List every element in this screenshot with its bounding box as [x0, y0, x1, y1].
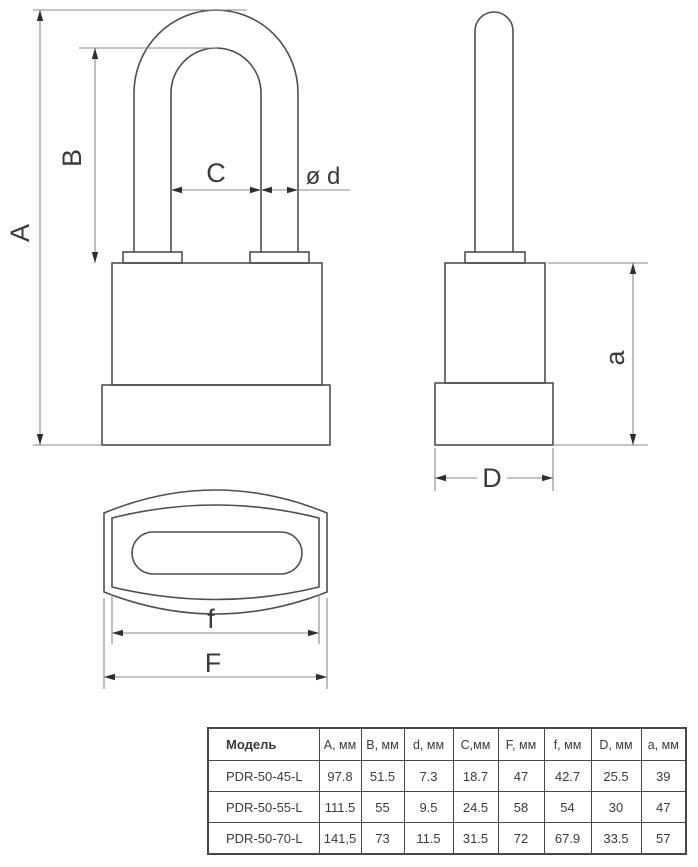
front-collar-left: [123, 252, 182, 263]
header-D: D, мм: [591, 728, 641, 761]
dim-d-arrow-right: [287, 187, 298, 193]
header-model: Модель: [208, 728, 319, 761]
dimensions-table: [207, 727, 687, 855]
header-C: C,мм: [453, 728, 498, 761]
dim-label-C: C: [206, 158, 226, 188]
bottom-view: [104, 490, 327, 689]
bottom-outline-outer: [104, 490, 327, 614]
front-collar-right: [250, 252, 309, 263]
dim-f-arrow-left: [112, 630, 123, 636]
value-f: 54: [544, 792, 591, 823]
dim-label-A: A: [5, 223, 35, 243]
value-B: 55: [361, 792, 404, 823]
header-B: B, мм: [361, 728, 404, 761]
front-base: [102, 385, 330, 445]
front-shackle-outer: [134, 10, 298, 252]
table-row: [208, 761, 686, 792]
side-shackle-rod: [475, 12, 513, 252]
value-d: 7.3: [404, 761, 453, 792]
dim-a-arrow-bottom: [630, 434, 636, 445]
value-A: 97.8: [319, 761, 361, 792]
dim-A-arrow-bottom: [37, 434, 43, 445]
dim-label-F: F: [204, 648, 222, 678]
dim-f-arrow-right: [308, 630, 319, 636]
dim-B-arrow-top: [92, 48, 98, 59]
header-f: f, мм: [544, 728, 591, 761]
value-A: 111.5: [319, 792, 361, 823]
dim-a-arrow-top: [630, 263, 636, 274]
value-A: 141,5: [319, 823, 361, 855]
bottom-keyway-slot: [132, 532, 302, 574]
value-f: 67.9: [544, 823, 591, 855]
value-B: 73: [361, 823, 404, 855]
dim-label-d: ø d: [305, 163, 341, 190]
value-a: 47: [641, 792, 686, 823]
dim-F-arrow-right: [316, 674, 327, 680]
dim-label-D: D: [482, 463, 502, 493]
front-shackle-inner: [171, 48, 261, 252]
header-F: F, мм: [498, 728, 544, 761]
model-name: PDR-50-70-L: [208, 823, 319, 855]
dim-label-f: f: [207, 604, 215, 634]
table-header-row: [208, 728, 686, 761]
side-base: [435, 383, 553, 445]
value-F: 47: [498, 761, 544, 792]
value-C: 18.7: [453, 761, 498, 792]
dim-D-arrow-right: [542, 475, 553, 481]
value-F: 72: [498, 823, 544, 855]
value-F: 58: [498, 792, 544, 823]
value-D: 30: [591, 792, 641, 823]
dim-d-arrow-left: [261, 187, 272, 193]
header-a: a, мм: [641, 728, 686, 761]
side-body: [445, 263, 545, 383]
table-row: [208, 823, 686, 855]
value-f: 42.7: [544, 761, 591, 792]
value-B: 51.5: [361, 761, 404, 792]
value-D: 33.5: [591, 823, 641, 855]
value-C: 24.5: [453, 792, 498, 823]
dim-B-arrow-bottom: [92, 252, 98, 263]
header-d: d, мм: [404, 728, 453, 761]
front-view: [5, 10, 350, 445]
dim-label-B: B: [57, 148, 87, 168]
value-d: 11.5: [404, 823, 453, 855]
dim-label-a: a: [600, 350, 630, 366]
value-d: 9.5: [404, 792, 453, 823]
value-a: 39: [641, 761, 686, 792]
dim-C-arrow-right: [250, 187, 261, 193]
header-A: A, мм: [319, 728, 361, 761]
side-collar: [465, 252, 525, 263]
dim-A-arrow-top: [37, 10, 43, 21]
value-C: 31.5: [453, 823, 498, 855]
value-D: 25.5: [591, 761, 641, 792]
dim-D-arrow-left: [435, 475, 446, 481]
model-name: PDR-50-45-L: [208, 761, 319, 792]
side-view: [435, 12, 648, 493]
table-row: [208, 792, 686, 823]
bottom-outline-inner: [112, 505, 319, 600]
model-name: PDR-50-55-L: [208, 792, 319, 823]
dim-F-arrow-left: [104, 674, 115, 680]
value-a: 57: [641, 823, 686, 855]
front-body: [112, 263, 322, 385]
dim-C-arrow-left: [171, 187, 182, 193]
